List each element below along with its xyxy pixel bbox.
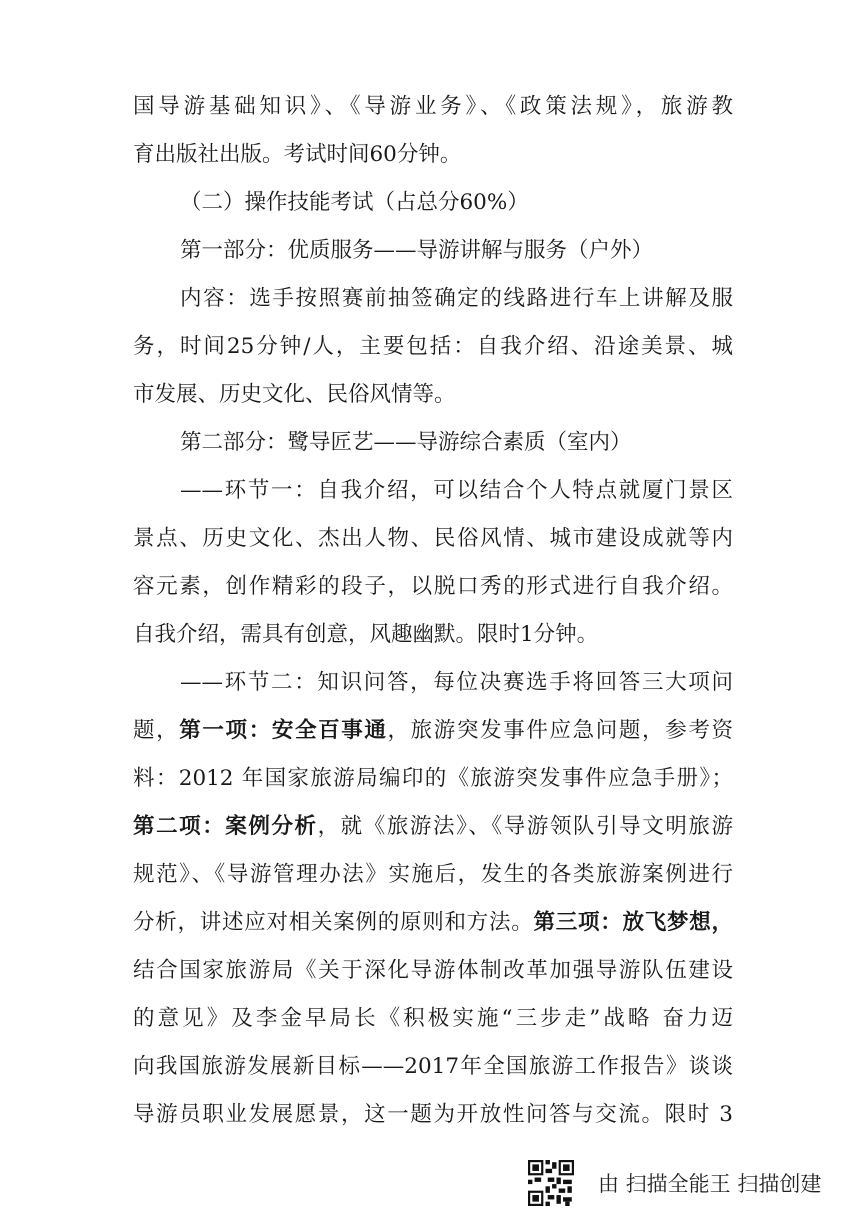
watermark-text: 由 扫描全能王 扫描创建 bbox=[598, 1172, 822, 1196]
text-line: 规范》、《导游管理办法》实施后，发生的各类旅游案例进行 bbox=[133, 862, 733, 887]
section-heading: （二）操作技能考试（占总分60%） bbox=[180, 190, 529, 215]
text-line: 内容：选手按照赛前抽签确定的线路进行车上讲解及服 bbox=[180, 286, 733, 311]
text-span: ，旅游突发事件应急问题，参考资 bbox=[387, 718, 733, 743]
text-line: 市发展、历史文化、民俗风情等。 bbox=[133, 382, 456, 407]
bold-span: 第一项：安全百事通 bbox=[179, 718, 388, 743]
text-line: 自我介绍，需具有创意，风趣幽默。限时1分钟。 bbox=[133, 622, 599, 647]
text-line bbox=[133, 908, 733, 938]
scanner-watermark bbox=[528, 1160, 821, 1206]
text-line: ——环节二：知识问答，每位决赛选手将回答三大项问 bbox=[180, 670, 733, 695]
text-line: ——环节一：自我介绍，可以结合个人特点就厦门景区 bbox=[180, 478, 733, 503]
text-line: 结合国家旅游局《关于深化导游体制改革加强导游队伍建设 bbox=[133, 958, 733, 983]
text-line: 育出版社出版。考试时间60分钟。 bbox=[133, 142, 462, 167]
text-line: 容元素，创作精彩的段子，以脱口秀的形式进行自我介绍。 bbox=[133, 574, 733, 599]
text-line: 向我国旅游发展新目标——2017年全国旅游工作报告》谈谈 bbox=[133, 1054, 733, 1079]
text-span: 分析，讲述应对相关案例的原则和方法。 bbox=[133, 910, 534, 935]
text-line: 景点、历史文化、杰出人物、民俗风情、城市建设成就等内 bbox=[133, 526, 733, 551]
text-line: 导游员职业发展愿景，这一题为开放性问答与交流。限时 3 bbox=[133, 1102, 733, 1127]
bold-span: 第二项：案例分析 bbox=[133, 814, 318, 839]
bold-span: 第三项：放飞梦想， bbox=[533, 910, 733, 935]
text-line: 务，时间25分钟/人，主要包括：自我介绍、沿途美景、城 bbox=[133, 334, 733, 359]
section-heading: 第一部分：优质服务——导游讲解与服务（户外） bbox=[180, 238, 654, 263]
text-span: ，就《旅游法》、《导游领队引导文明旅游 bbox=[317, 814, 733, 839]
text-line bbox=[133, 716, 733, 746]
text-line bbox=[133, 812, 733, 842]
qr-code-icon bbox=[528, 1160, 574, 1206]
text-line: 的意见》及李金早局长《积极实施“三步走”战略 奋力迈 bbox=[133, 1006, 733, 1031]
text-line: 国导游基础知识》、《导游业务》、《政策法规》，旅游教 bbox=[133, 94, 733, 119]
text-span: 题， bbox=[133, 718, 180, 743]
text-line: 料：2012 年国家旅游局编印的《旅游突发事件应急手册》； bbox=[133, 766, 733, 791]
section-heading: 第二部分：鹭导匠艺——导游综合素质（室内） bbox=[180, 430, 632, 455]
